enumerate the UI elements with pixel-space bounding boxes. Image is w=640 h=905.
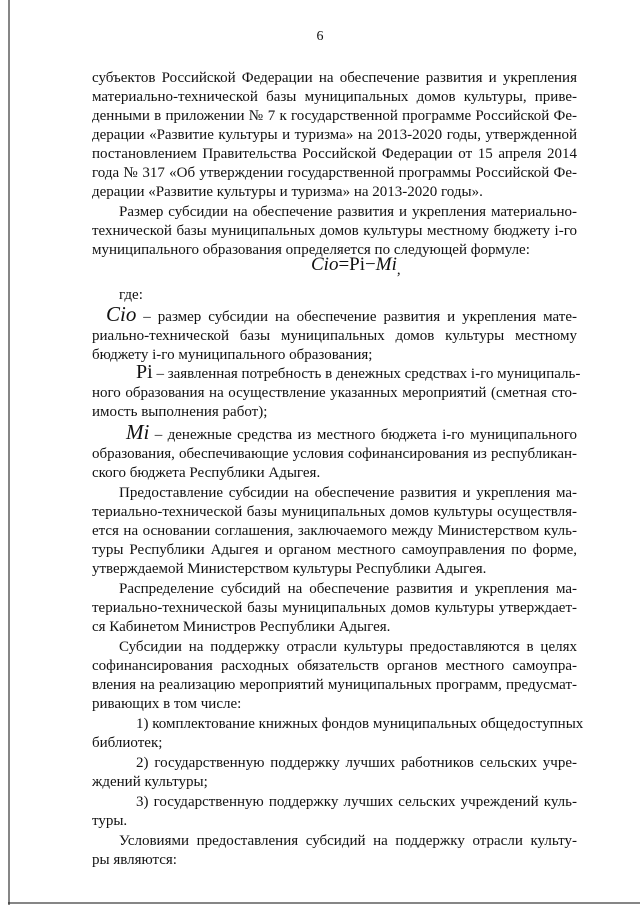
- text-line: софинансирования расходных обязательств органов местного самоупра-: [92, 658, 577, 674]
- formula-lhs: Cio: [311, 254, 339, 275]
- definition-mi: Mi – денежные средства из местного бюджета i-го муниципального: [126, 420, 578, 444]
- text-line: туры.: [92, 813, 128, 829]
- page-number: 6: [316, 29, 324, 44]
- text-line: риально-технической базы муниципальных домов культуры местному: [92, 328, 577, 344]
- text-line: ры являются:: [92, 852, 177, 868]
- list-item: 3) государственную поддержку лучших сельских учреждений куль-: [136, 794, 577, 810]
- text-line: териально-технической базы муниципальных домов культуры утверждает-: [92, 600, 577, 616]
- text-line: дерации «Развитие культуры и туризма» на 2013-2020 годы, утвержденной: [92, 127, 577, 143]
- definition-pi: Pi – заявленная потребность в денежных средствах i-го муниципаль-: [136, 361, 581, 383]
- where-label: где:: [119, 287, 143, 303]
- formula-comma: ,: [396, 262, 401, 278]
- text-line: бюджету i-го муниципального образования;: [92, 347, 373, 363]
- text-line: Предоставление субсидии на обеспечение развития и укрепления ма-: [119, 485, 577, 501]
- scan-edge-left: [8, 0, 10, 905]
- formula-p: Pi: [349, 254, 366, 275]
- text-line: Распределение субсидий на обеспечение развития и укрепления ма-: [119, 581, 577, 597]
- text-line: Условиями предоставления субсидий на поддержку отрасли культу-: [119, 833, 577, 849]
- text-line: имость выполнения работ);: [92, 404, 268, 420]
- definition-symbol: Pi: [136, 361, 153, 383]
- formula-minus: −: [365, 254, 376, 275]
- text-line: ждений культуры;: [92, 774, 208, 790]
- text-line: ся Кабинетом Министров Республики Адыгея.: [92, 619, 391, 635]
- formula-eq: =: [338, 254, 350, 275]
- text-line: технической базы муниципальных домов культуры местному бюджету i-го: [92, 223, 577, 239]
- text-line: дерации «Развитие культуры и туризма» на 2013-2020 годы».: [92, 184, 483, 200]
- scan-edge-bottom: [8, 902, 640, 904]
- text-line: денными в приложении № 7 к государственной программе Российской Фе-: [92, 108, 577, 124]
- text-line: субъектов Российской Федерации на обеспечение развития и укрепления: [92, 70, 577, 86]
- text-line: вления на реализацию мероприятий муниципальных программ, предусмат-: [92, 677, 577, 693]
- text-line: утверждаемой Министерством культуры Республики Адыгея.: [92, 561, 487, 577]
- text-line: образования, обеспечивающие условия софинансирования из республикан-: [92, 446, 577, 462]
- definition-cio: Cio – размер субсидии на обеспечение развития и укрепления мате-: [106, 302, 577, 326]
- text-line: Субсидии на поддержку отрасли культуры предоставляются в целях: [119, 639, 577, 655]
- definition-symbol: Cio: [106, 302, 137, 326]
- list-item: 1) комплектование книжных фондов муниципальных общедоступных: [136, 716, 584, 732]
- text-line: года № 317 «Об утверждении государственной программы Российской Фе-: [92, 165, 577, 181]
- formula-m: Mi: [375, 254, 397, 275]
- text-line: ривающих в том числе:: [92, 696, 242, 712]
- text-line: библиотек;: [92, 735, 163, 751]
- formula: [311, 254, 401, 279]
- text-line: ного образования на осуществление указанных мероприятий (сметная сто-: [92, 385, 577, 401]
- text-line: ского бюджета Республики Адыгея.: [92, 465, 321, 481]
- definition-symbol: Mi: [126, 420, 150, 444]
- text-line: териально-технической базы муниципальных домов культуры осуществля-: [92, 504, 577, 520]
- text-line: ется на основании соглашения, заключаемого между Министерством куль-: [92, 523, 577, 539]
- text-line: муниципального образования определяется по следующей формуле:: [92, 242, 530, 258]
- text-line: Размер субсидии на обеспечение развития и укрепления материально-: [119, 204, 577, 220]
- text-line: постановлением Правительства Российской Федерации от 15 апреля 2014: [92, 146, 577, 162]
- text-line: туры Республики Адыгея и органом местного самоуправления по форме,: [92, 542, 577, 558]
- list-item: 2) государственную поддержку лучших работников сельских учре-: [136, 755, 577, 771]
- text-line: материально-технической базы муниципальных домов культуры, приве-: [92, 89, 577, 105]
